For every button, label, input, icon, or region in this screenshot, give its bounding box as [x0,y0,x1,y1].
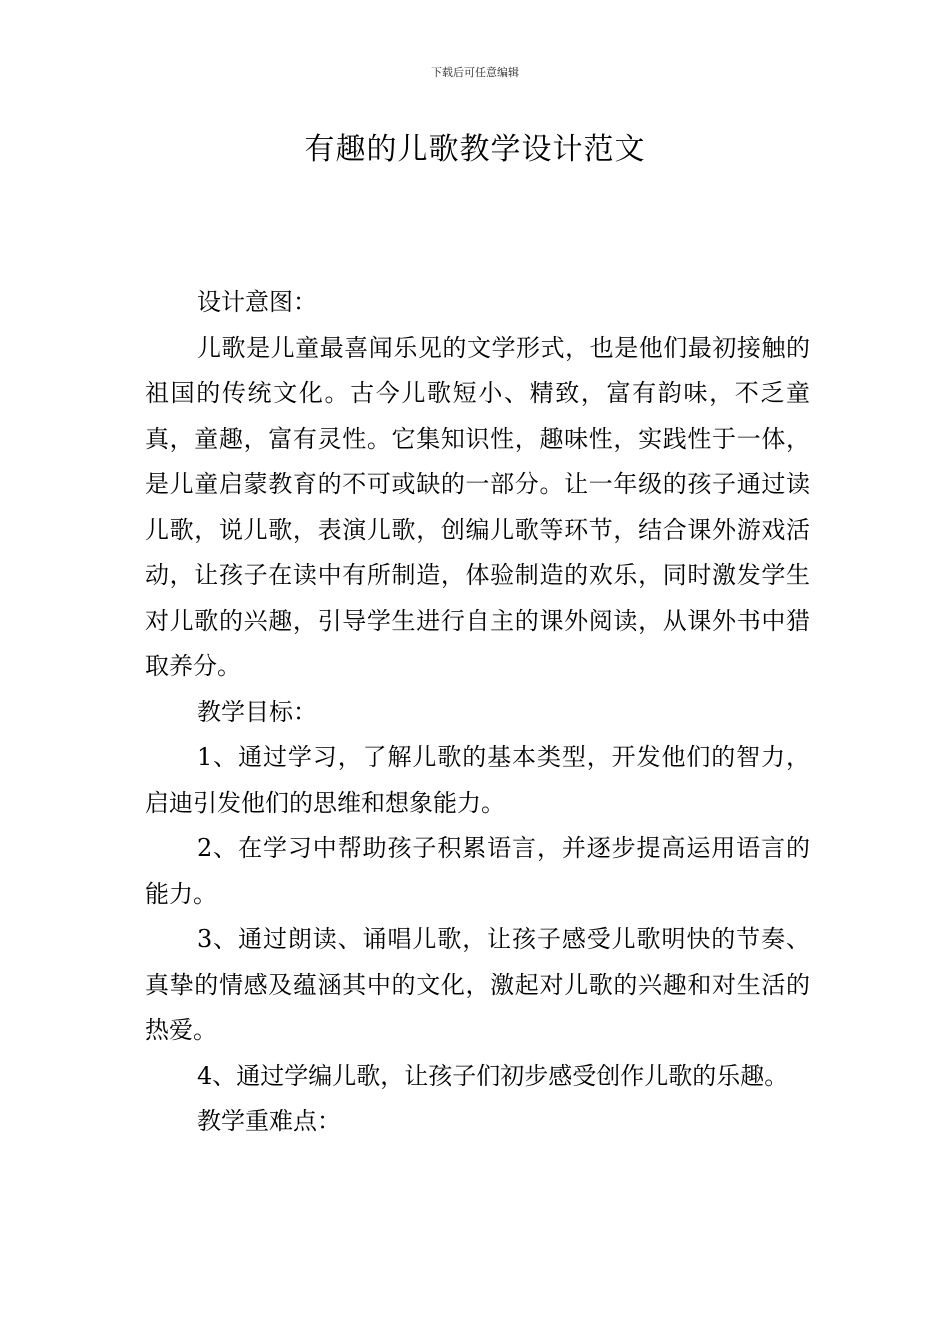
paragraph-design-intent: 儿歌是儿童最喜闻乐见的文学形式，也是他们最初接触的祖国的传统文化。古今儿歌短小、精致，富有韵味，不乏童真，童趣，富有灵性。它集知识性，趣味性，实践性于一体，是儿童启蒙教育的不可或缺的一部分。让一年级的孩子通过读儿歌，说儿歌，表演儿歌，创编儿歌等环节，结合课外游戏活动，让孩子在读中有所制造，体验制造的欢乐，同时激发学生对儿歌的兴趣，引导学生进行自主的课外阅读，从课外书中猎取养分。 [145,333,810,680]
goal-item-2: 2、在学习中帮助孩子积累语言，并逐步提高运用语言的能力。 [145,834,810,908]
goal-item-4: 4、通过学编儿歌，让孩子们初步感受创作儿歌的乐趣。 [197,1061,789,1090]
document-title: 有趣的儿歌教学设计范文 [304,132,646,167]
header-note: 下载后可任意编辑 [431,66,519,79]
goal-item-1: 1、通过学习，了解儿歌的基本类型，开发他们的智力，启迪引发他们的思维和想象能力。 [145,743,810,817]
section-heading-key-difficulties: 教学重难点： [197,1107,341,1135]
section-heading-teaching-goals: 教学目标： [197,697,317,726]
section-heading-design-intent: 设计意图： [197,288,317,316]
goal-item-3: 3、通过朗读、诵唱儿歌，让孩子感受儿歌明快的节奏、真挚的情感及蕴涵其中的文化，激起对儿歌的兴趣和对生活的热爱。 [145,925,810,1044]
document-body [145,280,810,1145]
